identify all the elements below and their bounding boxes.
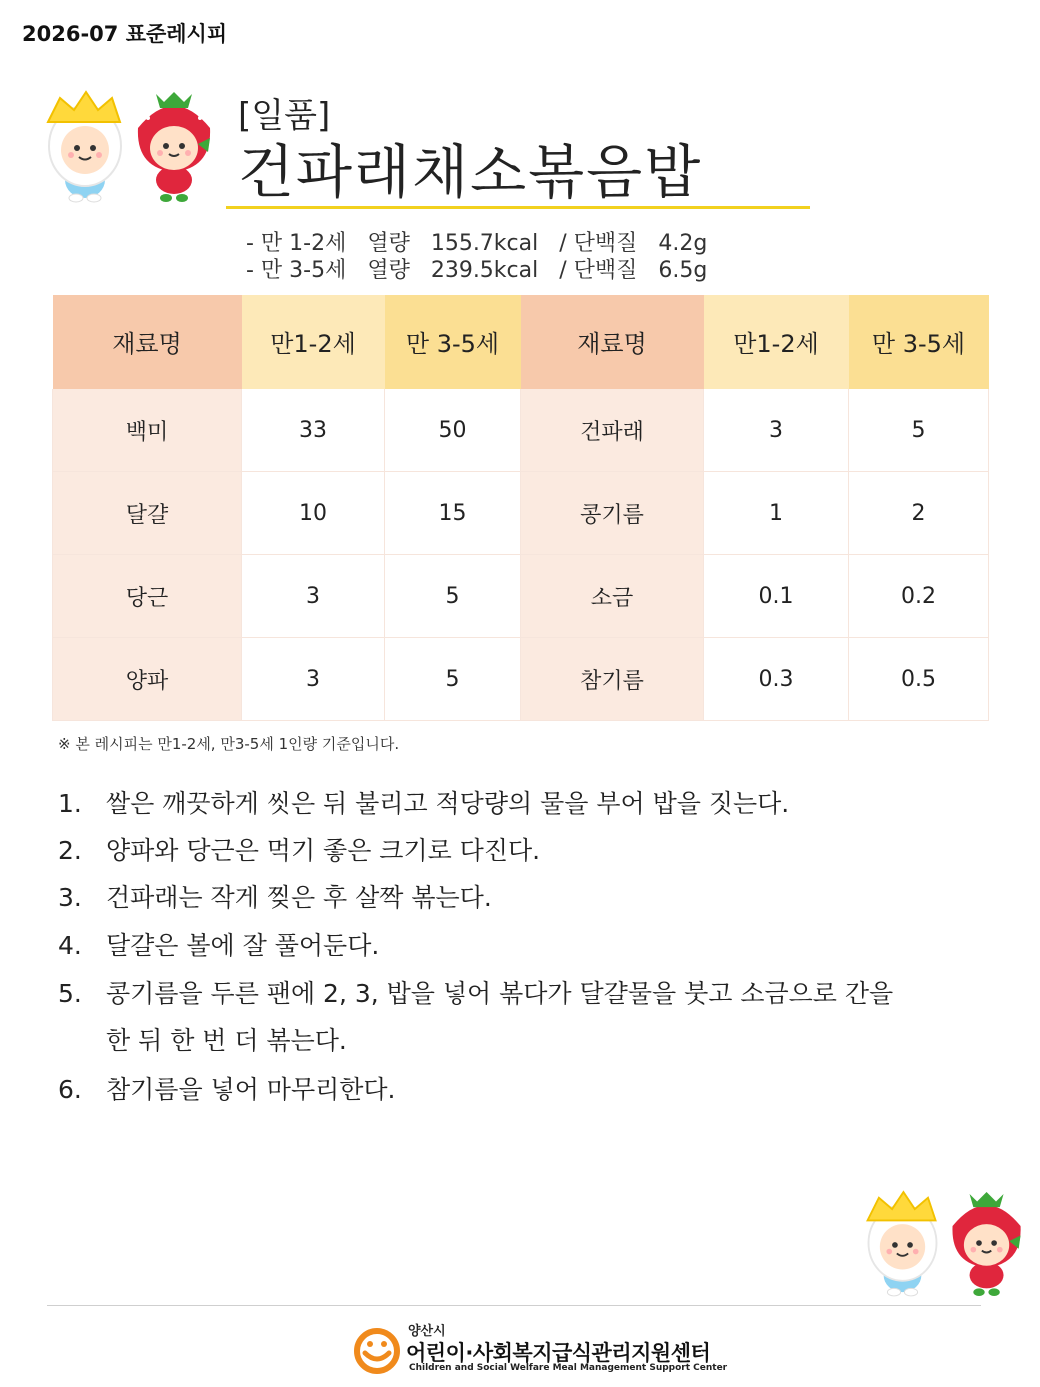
ingredient-name: 양파 — [53, 638, 242, 721]
ingredient-name: 백미 — [53, 389, 242, 472]
amount-cell: 3 — [704, 389, 849, 472]
header-ingredient: 재료명 — [521, 295, 704, 389]
step-item — [58, 878, 492, 914]
footer-divider — [47, 1305, 981, 1306]
table-row — [53, 389, 989, 472]
step-number: 1. — [58, 789, 82, 818]
step-text: 쌀은 깨끗하게 씻은 뒤 불리고 적당량의 물을 부어 밥을 짓는다. — [106, 789, 790, 818]
logo-center-name-en: Children and Social Welfare Meal Management Support Center — [409, 1363, 728, 1373]
step-item — [58, 974, 893, 1010]
header-age-3-5: 만 3-5세 — [849, 295, 989, 389]
amount-cell: 0.5 — [849, 638, 989, 721]
ingredient-name: 당근 — [53, 555, 242, 638]
amount-cell: 5 — [385, 555, 521, 638]
step-text: 양파와 당근은 먹기 좋은 크기로 다진다. — [106, 836, 541, 865]
ingredient-name: 참기름 — [521, 638, 704, 721]
step-number: 3. — [58, 883, 82, 912]
amount-cell: 33 — [242, 389, 385, 472]
step-text: 건파래는 작게 찢은 후 살짝 볶는다. — [106, 883, 492, 912]
header-age-1-2: 만1-2세 — [704, 295, 849, 389]
table-row — [53, 555, 989, 638]
ingredient-name: 콩기름 — [521, 472, 704, 555]
center-logo-icon — [353, 1327, 401, 1375]
amount-cell: 50 — [385, 389, 521, 472]
amount-cell: 15 — [385, 472, 521, 555]
header-age-3-5: 만 3-5세 — [385, 295, 521, 389]
ingredient-table — [52, 294, 989, 721]
logo-city: 양산시 — [408, 1324, 446, 1339]
step-item — [58, 831, 540, 867]
amount-cell: 5 — [385, 638, 521, 721]
amount-cell: 2 — [849, 472, 989, 555]
step-text: 콩기름을 두른 팬에 2, 3, 밥을 넣어 볶다가 달걀물을 붓고 소금으로 간을 — [106, 979, 894, 1008]
table-row — [53, 638, 989, 721]
step-text: 달걀은 볼에 잘 풀어둔다. — [106, 931, 380, 960]
step-item — [58, 926, 379, 962]
nutrition-line-1-2: - 만 1-2세 열량 155.7kcal / 단백질 4.2g — [246, 231, 708, 256]
step-text: 참기름을 넣어 마무리한다. — [106, 1075, 396, 1104]
document-code: 2026-07 표준레시피 — [22, 22, 228, 46]
amount-cell: 0.2 — [849, 555, 989, 638]
amount-cell: 0.1 — [704, 555, 849, 638]
header-ingredient: 재료명 — [53, 295, 242, 389]
ingredient-name: 소금 — [521, 555, 704, 638]
table-header-row — [53, 295, 989, 389]
amount-cell: 0.3 — [704, 638, 849, 721]
amount-cell: 3 — [242, 555, 385, 638]
step-5-continuation: 한 뒤 한 번 더 볶는다. — [106, 1026, 347, 1055]
table-row — [53, 472, 989, 555]
step-item — [58, 784, 789, 820]
title-underline — [226, 206, 810, 209]
nutrition-line-3-5: - 만 3-5세 열량 239.5kcal / 단백질 6.5g — [246, 258, 708, 283]
header-age-1-2: 만1-2세 — [242, 295, 385, 389]
amount-cell: 10 — [242, 472, 385, 555]
amount-cell: 5 — [849, 389, 989, 472]
step-number: 5. — [58, 979, 82, 1008]
mascot-egg-icon — [40, 88, 220, 206]
step-number: 4. — [58, 931, 82, 960]
amount-cell: 3 — [242, 638, 385, 721]
amount-cell: 1 — [704, 472, 849, 555]
ingredient-name: 건파래 — [521, 389, 704, 472]
step-number: 2. — [58, 836, 82, 865]
mascot-strawberry-icon — [860, 1188, 1030, 1300]
ingredient-name: 달걀 — [53, 472, 242, 555]
table-footnote: ※ 본 레시피는 만1-2세, 만3-5세 1인량 기준입니다. — [58, 735, 400, 753]
step-item — [58, 1070, 396, 1106]
recipe-category: [일품] — [238, 96, 331, 136]
step-number: 6. — [58, 1075, 82, 1104]
recipe-title: 건파래채소볶음밥 — [238, 138, 703, 206]
logo-center-name: 어린이·사회복지급식관리지원센터 — [406, 1341, 711, 1365]
